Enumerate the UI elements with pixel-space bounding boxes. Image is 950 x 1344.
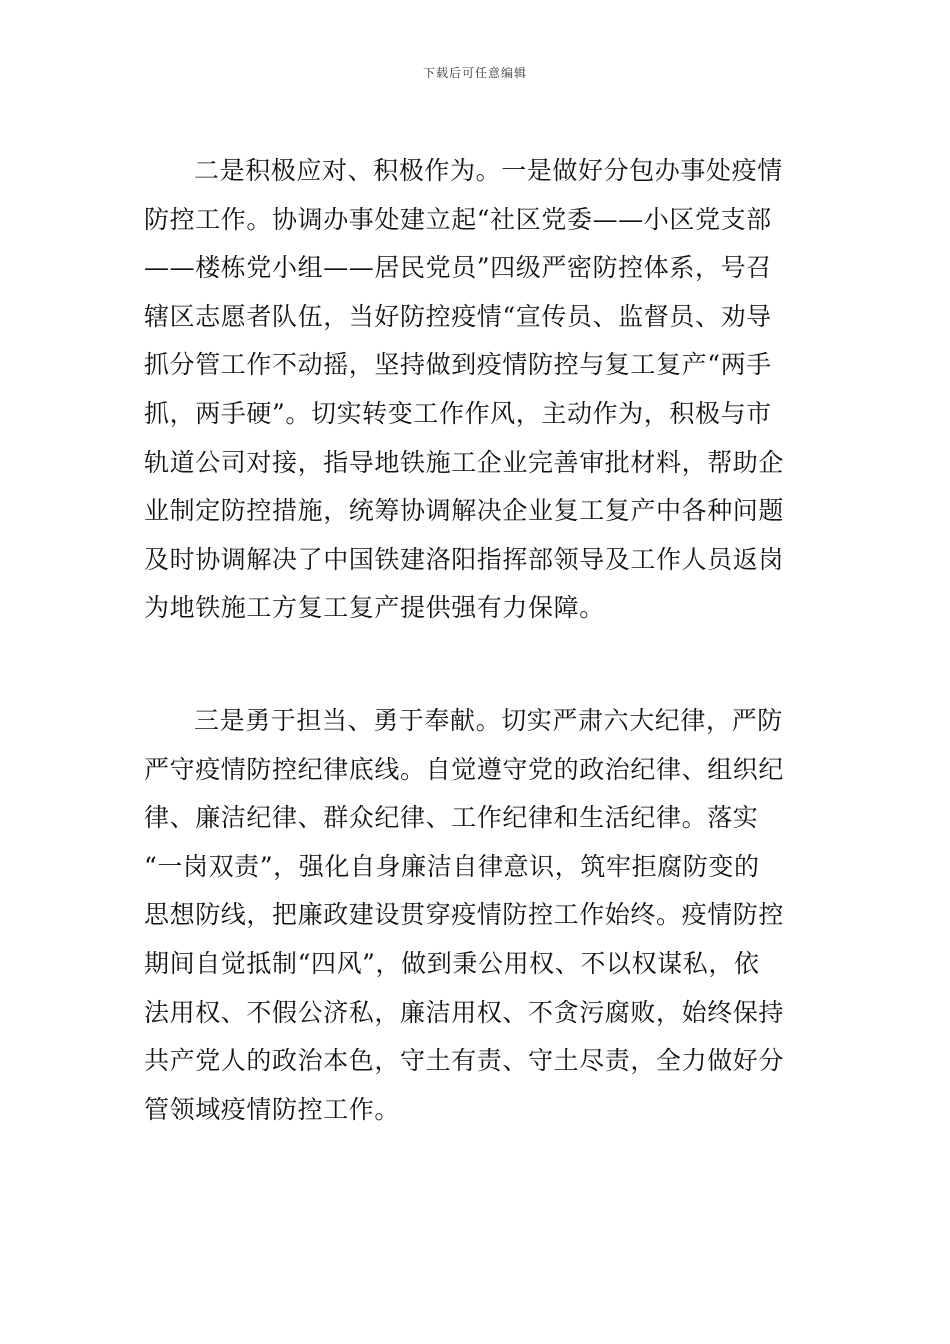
text-line: 三是勇于担当、勇于奉献。切实严肃六大纪律，严防 [194,706,783,735]
text-line: 轨道公司对接，指导地铁施工企业完善审批材料，帮助企 [144,447,785,477]
text-line: 业制定防控措施，统筹协调解决企业复工复产中各种问题 [144,496,785,526]
text-line: 及时协调解决了中国铁建洛阳指挥部领导及工作人员返岗 [144,544,785,574]
text-line: 思想防线，把廉政建设贯穿疫情防控工作始终。疫情防控 [144,900,785,930]
text-line: 共产党人的政治本色，守土有责、守土尽责，全力做好分 [144,1046,785,1076]
text-line: “一岗双责”，强化自身廉洁自律意识，筑牢拒腐防变的 [144,851,760,881]
paragraph-1 [144,147,804,633]
text-line: ——楼栋党小组——居民党员”四级严密防控体系，号召 [144,253,772,283]
text-line: 管领域疫情防控工作。 [144,1094,401,1124]
text-line: 辖区志愿者队伍，当好防控疫情“宣传员、监督员、劝导 [144,301,772,331]
text-line: 期间自觉抵制“四风”，做到秉公用权、不以权谋私，依 [144,948,760,978]
text-line: 防控工作。协调办事处建立起“社区党委——小区党支部 [144,204,772,234]
page-header: 下载后可任意编辑 [422,66,527,80]
text-line: 律、廉洁纪律、群众纪律、工作纪律和生活纪律。落实 [144,803,759,833]
text-line: 为地铁施工方复工复产提供强有力保障。 [144,593,605,623]
text-line: 抓，两手硬”。切实转变工作作风，主动作为，积极与市 [144,398,772,428]
text-line: 严守疫情防控纪律底线。自觉遵守党的政治纪律、组织纪 [144,754,785,784]
text-line: 二是积极应对、积极作为。一是做好分包办事处疫情 [194,156,783,185]
paragraph-2 [144,697,804,1134]
text-line: 抓分管工作不动摇，坚持做到疫情防控与复工复产“两手 [144,350,772,380]
text-line: 法用权、不假公济私，廉洁用权、不贪污腐败，始终保持 [144,997,785,1027]
